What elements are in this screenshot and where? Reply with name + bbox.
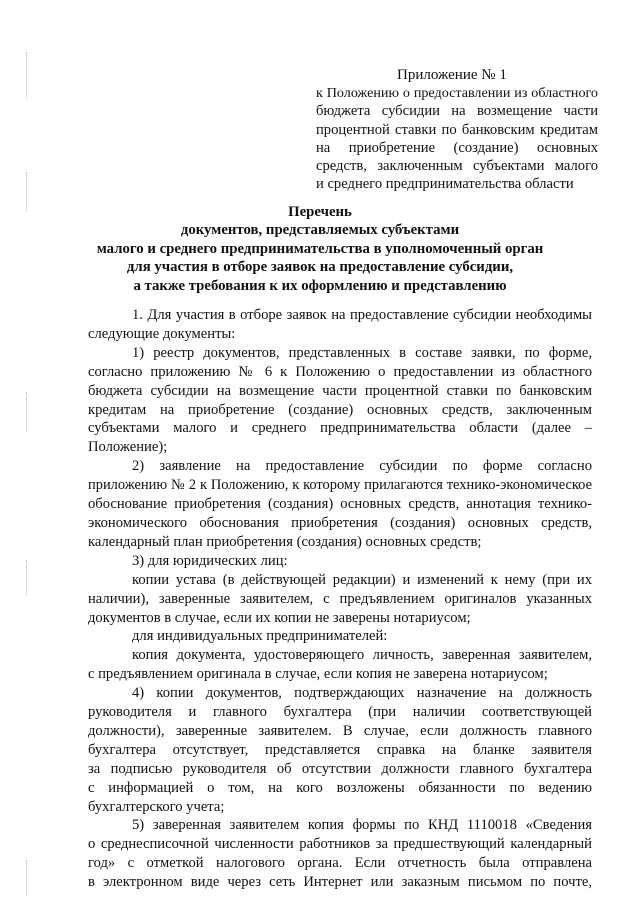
- paragraph-item-2: [88, 457, 592, 552]
- appendix-line: бюджета субсидии на возмещение части: [316, 103, 598, 120]
- paragraph-line: 1) реестр документов, представленных в составе заявки, по форме,: [132, 344, 592, 361]
- heading-line: для участия в отборе заявок на предоставление субсидии,: [126, 259, 514, 276]
- appendix-title: Приложение № 1: [397, 67, 507, 83]
- paragraph-item-5: [88, 816, 592, 892]
- paragraph-line: год» с отметкой налогового органа. Если отчетность была отправлена: [88, 855, 592, 872]
- paragraph-line: бюджета субсидии на возмещение части процентной ставки по банковским: [88, 382, 592, 399]
- paragraph-line: копии устава (в действующей редакции) и изменений к нему (при их: [132, 571, 592, 588]
- appendix-line: и среднего предпринимательства области: [316, 176, 574, 193]
- appendix-line: средств, заключенным субъектами малого: [316, 158, 598, 175]
- paragraph-line: согласно приложению № 6 к Положению о предоставлении из областного: [88, 363, 592, 380]
- paragraph-line: приложению № 2 к Положению, к которому прилагаются технико-экономическое: [88, 477, 592, 494]
- paragraph-line: 5) заверенная заявителем копия формы по КНД 1110018 «Сведения: [132, 817, 592, 834]
- paragraph-line: следующие документы:: [88, 325, 236, 342]
- paragraph-line: наличии), заверенные заявителем, с предъявлением оригиналов указанных: [88, 590, 592, 607]
- paragraph-line: в электронном виде через сеть Интернет или заказным письмом по почте,: [88, 874, 592, 891]
- paragraph-line: субъектами малого и среднего предпринимательства области (далее –: [88, 420, 592, 437]
- heading-line: документов, представляемых субъектами: [180, 222, 460, 239]
- paragraph-line: копия документа, удостоверяющего личность, заверенная заявителем,: [132, 647, 592, 664]
- paragraph-item-3: [88, 552, 592, 571]
- scan-edge-mark: [26, 52, 27, 98]
- paragraph-line: с информацией о том, на кого возложены обязанности по ведению: [88, 779, 592, 796]
- paragraph-entrepreneurs: [88, 646, 592, 684]
- paragraph-1: [88, 306, 592, 344]
- appendix-reference: [316, 84, 598, 194]
- paragraph-line: бухгалтерского учета;: [88, 798, 225, 815]
- paragraph-item-4: [88, 684, 592, 816]
- paragraph-line: руководителя и главного бухгалтера (при наличии соответствующей: [88, 704, 592, 721]
- paragraph-legal-entities: [88, 571, 592, 628]
- paragraph-line: 2) заявление на предоставление субсидии по форме согласно: [132, 458, 592, 475]
- paragraph-entrepreneurs-heading: [88, 627, 592, 646]
- document-heading: [60, 203, 580, 295]
- paragraph-line: для индивидуальных предпринимателей:: [132, 628, 388, 645]
- paragraph-line: календарный план приобретения (создания) основных средств;: [88, 533, 482, 550]
- scan-edge-mark: [26, 172, 27, 212]
- paragraph-line: экономического обоснования приобретения (создания) основных средств,: [88, 514, 592, 531]
- paragraph-item-1: [88, 344, 592, 457]
- paragraph-line: с предъявлением оригинала в случае, если копия не заверена нотариусом;: [88, 666, 548, 683]
- document-body: [88, 306, 592, 892]
- paragraph-line: обоснование приобретения (создания) основных средств, аннотация технико-: [88, 496, 592, 513]
- paragraph-line: за подписью руководителя об отсутствии должности главного бухгалтера: [88, 760, 592, 777]
- paragraph-line: кредитам на приобретение (создание) основных средств, заключенным: [88, 401, 592, 418]
- paragraph-line: о среднесписочной численности работников за предшествующий календарный: [88, 836, 592, 853]
- appendix-line: к Положению о предоставлении из областного: [316, 85, 598, 101]
- scan-edge-mark: [26, 860, 27, 896]
- heading-line: малого и среднего предпринимательства в уполномоченный орган: [96, 240, 544, 257]
- paragraph-line: 3) для юридических лиц:: [132, 552, 288, 569]
- heading-line: а также требования к их оформлению и представлению: [133, 277, 507, 294]
- paragraph-line: должности), заверенные заявителем. В случае, если должность главного: [88, 722, 592, 739]
- heading-line: Перечень: [288, 204, 352, 220]
- paragraph-line: 4) копии документов, подтверждающих назначение на должность: [132, 685, 592, 702]
- paragraph-line: документов в случае, если их копии не заверены нотариусом;: [88, 609, 471, 626]
- scan-edge-mark: [26, 392, 27, 432]
- paragraph-line: Положение);: [88, 439, 168, 456]
- paragraph-line: 1. Для участия в отборе заявок на предоставление субсидии необходимы: [132, 307, 592, 323]
- paragraph-line: бухгалтера отсутствует, представляется справка на бланке заявителя: [88, 741, 592, 758]
- scan-edge-mark: [26, 560, 27, 596]
- appendix-line: на приобретение (создание) основных: [316, 139, 598, 156]
- appendix-line: процентной ставки по банковским кредитам: [316, 121, 598, 138]
